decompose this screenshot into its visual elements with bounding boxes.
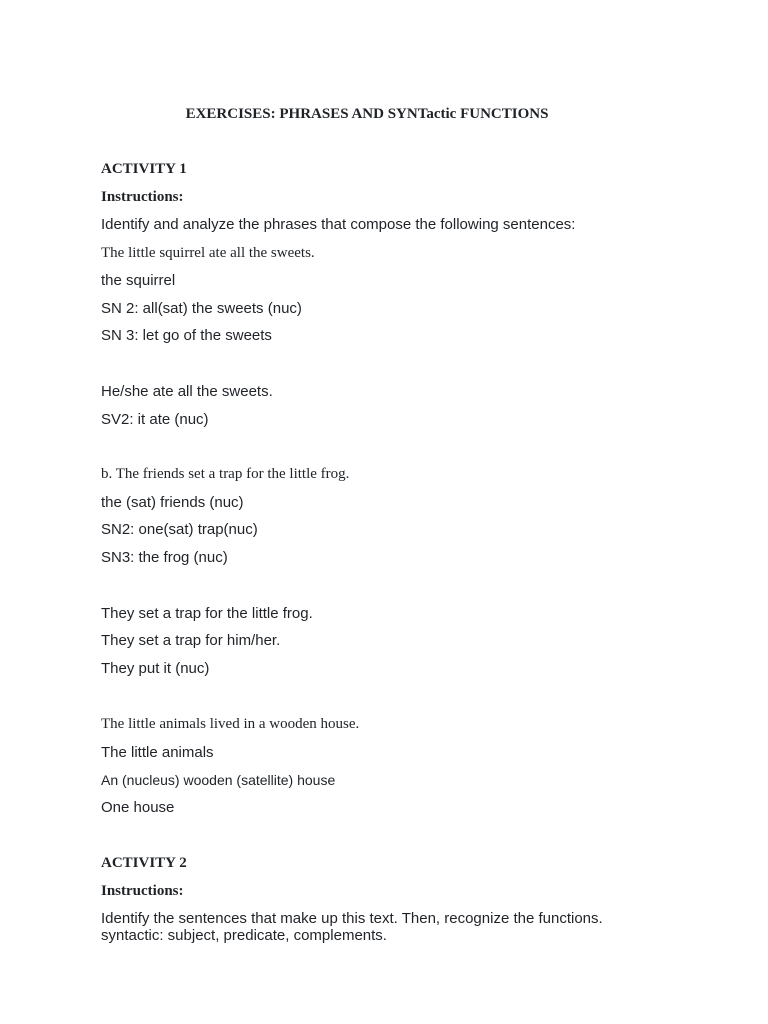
analysis-line: An (nucleus) wooden (satellite) house — [101, 772, 336, 788]
activity-2-heading: ACTIVITY 2 — [101, 855, 187, 871]
activity-2-instructions-text: Identify the sentences that make up this text. Then, recognize the functions. syntactic: subject, predicate, complements. — [101, 910, 603, 944]
analysis-line: He/she ate all the sweets. — [101, 383, 273, 400]
analysis-line: SN 2: all(sat) the sweets (nuc) — [101, 300, 302, 317]
analysis-line: They set a trap for him/her. — [101, 632, 281, 649]
analysis-line: SN2: one(sat) trap(nuc) — [101, 521, 258, 538]
activity-1-heading: ACTIVITY 1 — [101, 161, 187, 177]
activity-1-instructions-text: Identify and analyze the phrases that compose the following sentences: — [101, 216, 576, 233]
activity-1-instructions-label: Instructions: — [101, 189, 184, 205]
document-title: EXERCISES: PHRASES AND SYNTactic FUNCTIONS — [185, 106, 549, 122]
analysis-line: the squirrel — [101, 272, 176, 289]
sentence-b: b. The friends set a trap for the little frog. — [101, 466, 350, 482]
analysis-line: They put it (nuc) — [101, 660, 210, 677]
activity-2-instructions-label: Instructions: — [101, 883, 184, 899]
analysis-line: SV2: it ate (nuc) — [101, 411, 209, 428]
sentence-c: The little animals lived in a wooden house. — [101, 716, 360, 732]
analysis-line: the (sat) friends (nuc) — [101, 494, 244, 511]
analysis-line: The little animals — [101, 744, 214, 761]
analysis-line: One house — [101, 799, 175, 816]
analysis-line: They set a trap for the little frog. — [101, 605, 313, 622]
analysis-line: SN3: the frog (nuc) — [101, 549, 228, 566]
analysis-line: SN 3: let go of the sweets — [101, 327, 272, 344]
sentence-a: The little squirrel ate all the sweets. — [101, 245, 315, 261]
